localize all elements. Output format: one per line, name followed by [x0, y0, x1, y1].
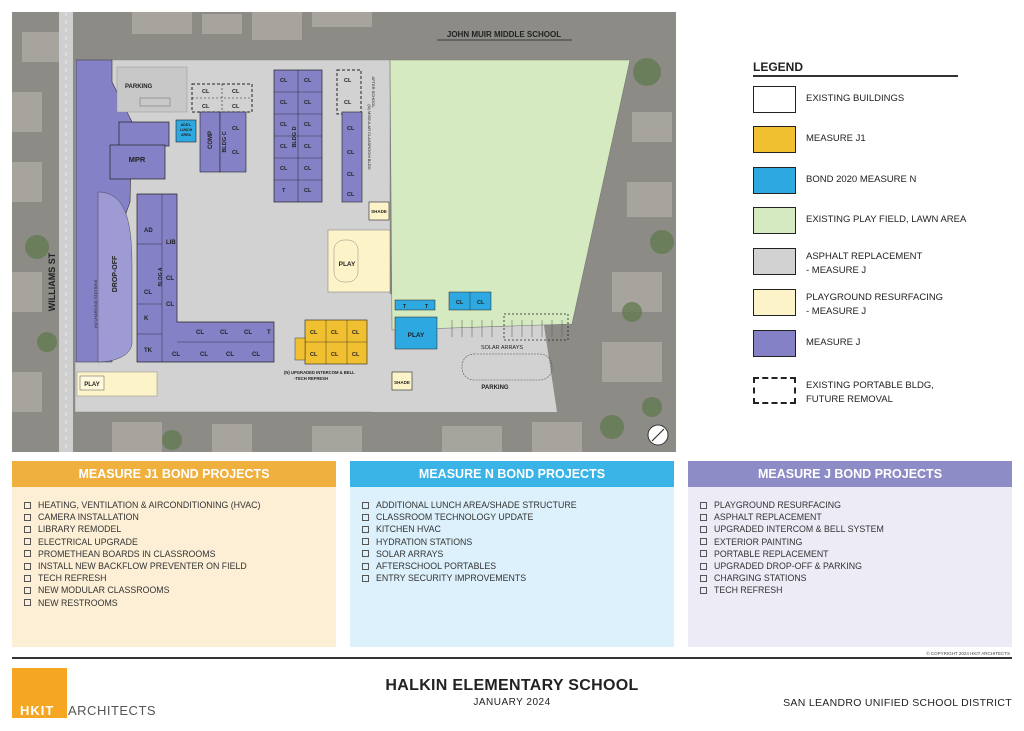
list-item: ELECTRICAL UPGRADE — [24, 536, 336, 548]
street-label: WILLIAMS ST — [47, 252, 57, 312]
svg-text:TK: TK — [144, 348, 152, 354]
svg-text:CL: CL — [456, 300, 464, 306]
checkbox-icon — [24, 575, 31, 582]
svg-text:CL: CL — [202, 89, 210, 95]
legend-swatch — [753, 330, 796, 357]
district-name: SAN LEANDRO UNIFIED SCHOOL DISTRICT — [783, 697, 1012, 709]
svg-text:CL: CL — [347, 192, 355, 198]
legend-label: ASPHALT REPLACEMENT - MEASURE J — [806, 251, 923, 276]
north-label: JOHN MUIR MIDDLE SCHOOL — [446, 30, 562, 39]
svg-text:CL: CL — [166, 302, 174, 308]
panel-body — [350, 487, 674, 647]
svg-text:LIB: LIB — [166, 240, 176, 246]
list-item: UPGRADED INTERCOM & BELL SYSTEM — [700, 523, 1012, 535]
svg-text:CL: CL — [310, 352, 318, 358]
school-date: JANUARY 2024 — [473, 697, 551, 708]
site-plan-map — [12, 12, 676, 452]
list-item: CLASSROOM TECHNOLOGY UPDATE — [362, 511, 674, 523]
svg-text:CL: CL — [304, 78, 312, 84]
svg-text:LUNCH: LUNCH — [179, 128, 193, 132]
svg-text:(N) MODULAR CLASSROOM BLDG: (N) MODULAR CLASSROOM BLDG — [367, 104, 372, 170]
svg-text:CL: CL — [144, 290, 152, 296]
logo-hkit: HKIT — [20, 703, 55, 718]
svg-text:CL: CL — [232, 89, 240, 95]
svg-text:CL: CL — [172, 352, 180, 358]
svg-text:CL: CL — [200, 352, 208, 358]
svg-text:CL: CL — [304, 144, 312, 150]
dropoff-label: DROP-OFF — [112, 255, 119, 293]
legend-label: EXISTING PORTABLE BLDG, FUTURE REMOVAL — [806, 380, 934, 405]
legend-item-existing-buildings — [753, 86, 993, 116]
list-item: ADDITIONAL LUNCH AREA/SHADE STRUCTURE — [362, 499, 674, 511]
svg-text:SHADE: SHADE — [371, 209, 387, 214]
legend-item-play-field — [753, 207, 993, 237]
list-item: PORTABLE REPLACEMENT — [700, 548, 1012, 560]
svg-text:CL: CL — [347, 172, 355, 178]
svg-text:PLAY: PLAY — [84, 382, 100, 388]
list-item: PLAYGROUND RESURFACING — [700, 499, 1012, 511]
legend-swatch — [753, 126, 796, 153]
svg-text:SOLAR ARRAYS: SOLAR ARRAYS — [480, 345, 524, 351]
list-item: ENTRY SECURITY IMPROVEMENTS — [362, 572, 674, 584]
legend-swatch — [753, 207, 796, 234]
svg-text:CL: CL — [352, 352, 360, 358]
svg-text:CL: CL — [304, 188, 312, 194]
list-item: TECH REFRESH — [700, 584, 1012, 596]
legend-swatch — [753, 167, 796, 194]
svg-text:PARKING: PARKING — [481, 385, 509, 391]
checkbox-icon — [24, 538, 31, 545]
svg-text:CL: CL — [196, 330, 204, 336]
legend-item-asphalt — [753, 248, 993, 278]
legend-label: MEASURE J1 — [806, 133, 866, 144]
project-list — [688, 487, 1012, 597]
legend-swatch — [753, 86, 796, 113]
svg-text:ADD'L: ADD'L — [180, 123, 192, 127]
svg-text:CL: CL — [280, 144, 288, 150]
svg-text:SHADE: SHADE — [394, 380, 410, 385]
svg-text:CL: CL — [280, 122, 288, 128]
checkbox-icon — [24, 599, 31, 606]
list-item: UPGRADED DROP-OFF & PARKING — [700, 560, 1012, 572]
panel-title: MEASURE J BOND PROJECTS — [688, 461, 1012, 487]
legend-item-portable — [753, 377, 993, 407]
checkbox-icon — [362, 563, 369, 570]
svg-text:CL: CL — [304, 100, 312, 106]
project-list — [350, 487, 674, 584]
svg-text:K: K — [144, 316, 149, 322]
svg-text:COMP: COMP — [208, 131, 214, 149]
svg-text:CL: CL — [352, 330, 360, 336]
bldg-d — [274, 70, 322, 202]
svg-text:CL: CL — [344, 78, 352, 84]
svg-text:CL: CL — [244, 330, 252, 336]
legend-swatch — [753, 289, 796, 316]
list-item: TECH REFRESH — [24, 572, 336, 584]
list-item: NEW MODULAR CLASSROOMS — [24, 584, 336, 596]
svg-text:CL: CL — [331, 330, 339, 336]
panel-title: MEASURE N BOND PROJECTS — [350, 461, 674, 487]
svg-text:CL: CL — [280, 78, 288, 84]
list-item: ASPHALT REPLACEMENT — [700, 511, 1012, 523]
measure-j1-panel — [12, 461, 336, 647]
mpr-label: MPR — [128, 155, 146, 164]
legend-title: LEGEND — [753, 60, 804, 74]
checkbox-icon — [362, 502, 369, 509]
checkbox-icon — [24, 563, 31, 570]
checkbox-icon — [700, 526, 707, 533]
list-item: KITCHEN HVAC — [362, 523, 674, 535]
checkbox-icon — [700, 563, 707, 570]
list-item: CAMERA INSTALLATION — [24, 511, 336, 523]
list-item: LIBRARY REMODEL — [24, 523, 336, 535]
svg-text:CL: CL — [232, 126, 240, 132]
panel-body — [688, 487, 1012, 647]
list-item: CHARGING STATIONS — [700, 572, 1012, 584]
checkbox-icon — [362, 550, 369, 557]
list-item: HEATING, VENTILATION & AIRCONDITIONING (HVAC) — [24, 499, 336, 511]
checkbox-icon — [700, 550, 707, 557]
checkbox-icon — [700, 514, 707, 521]
svg-text:CL: CL — [232, 150, 240, 156]
checkbox-icon — [24, 550, 31, 557]
svg-text:CL: CL — [331, 352, 339, 358]
svg-text:AFTER SCHOOL: AFTER SCHOOL — [371, 76, 376, 108]
svg-text:CL: CL — [226, 352, 234, 358]
checkbox-icon — [24, 502, 31, 509]
svg-text:BLDG C: BLDG C — [222, 131, 228, 153]
checkbox-icon — [362, 526, 369, 533]
legend-swatch — [753, 248, 796, 275]
svg-text:CL: CL — [232, 104, 240, 110]
svg-text:CL: CL — [252, 352, 260, 358]
svg-text:CL: CL — [347, 126, 355, 132]
svg-text:CL: CL — [344, 100, 352, 106]
legend-label: EXISTING PLAY FIELD, LAWN AREA — [806, 214, 967, 225]
svg-text:CL: CL — [310, 330, 318, 336]
svg-text:AD: AD — [144, 228, 153, 234]
panel-body — [12, 487, 336, 647]
legend-item-measure-j — [753, 330, 993, 360]
svg-text:CL: CL — [477, 300, 485, 306]
svg-text:T: T — [403, 304, 407, 310]
list-item: PROMETHEAN BOARDS IN CLASSROOMS — [24, 548, 336, 560]
svg-text:-TECH REFRESH: -TECH REFRESH — [294, 376, 328, 381]
intercom-label: (N) UPGRADED INTERCOM & BELL — [284, 370, 355, 375]
svg-text:PLAY: PLAY — [407, 332, 425, 339]
list-item: HYDRATION STATIONS — [362, 536, 674, 548]
panel-title: MEASURE J1 BOND PROJECTS — [12, 461, 336, 487]
checkbox-icon — [700, 587, 707, 594]
svg-text:CL: CL — [304, 166, 312, 172]
checkbox-icon — [362, 514, 369, 521]
checkbox-icon — [700, 538, 707, 545]
checkbox-icon — [24, 526, 31, 533]
svg-text:CL: CL — [220, 330, 228, 336]
legend-label: BOND 2020 MEASURE N — [806, 174, 917, 185]
list-item: NEW RESTROOMS — [24, 597, 336, 609]
checkbox-icon — [24, 587, 31, 594]
svg-text:AREA: AREA — [181, 133, 191, 137]
list-item: INSTALL NEW BACKFLOW PREVENTER ON FIELD — [24, 560, 336, 572]
checkbox-icon — [362, 538, 369, 545]
measure-n-panel — [350, 461, 674, 647]
list-item: EXTERIOR PAINTING — [700, 536, 1012, 548]
legend-rule — [753, 75, 958, 77]
legend-item-measure-j1 — [753, 126, 993, 156]
legend-item-playground — [753, 289, 993, 319]
checkbox-icon — [700, 502, 707, 509]
project-list — [12, 487, 336, 609]
legend-swatch — [753, 377, 796, 404]
legend-label: MEASURE J — [806, 337, 861, 348]
svg-text:CL: CL — [347, 150, 355, 156]
checkbox-icon — [700, 575, 707, 582]
legend-label: PLAYGROUND RESURFACING - MEASURE J — [806, 292, 944, 317]
svg-text:CL: CL — [280, 100, 288, 106]
logo-architects: ARCHITECTS — [68, 703, 157, 718]
school-title: HALKIN ELEMENTARY SCHOOL — [385, 677, 639, 694]
svg-text:CL: CL — [202, 104, 210, 110]
checkbox-icon — [24, 514, 31, 521]
parking-top-label: PARKING — [125, 84, 153, 90]
svg-text:CL: CL — [280, 166, 288, 172]
svg-text:PLAY: PLAY — [338, 261, 356, 268]
ev-label: (N) CHARGING STATIONS — [93, 279, 98, 329]
svg-text:BLDG D: BLDG D — [292, 126, 298, 148]
footer-rule — [12, 657, 1012, 659]
svg-text:T: T — [267, 330, 271, 336]
copyright: © COPYRIGHT 2024 HKIT ARCHITECTS — [926, 651, 1010, 656]
legend-label: EXISTING BUILDINGS — [806, 93, 905, 104]
legend-item-measure-n — [753, 167, 993, 197]
checkbox-icon — [362, 575, 369, 582]
list-item: SOLAR ARRAYS — [362, 548, 674, 560]
measure-j-panel — [688, 461, 1012, 647]
svg-text:T: T — [282, 188, 286, 194]
list-item: AFTERSCHOOL PORTABLES — [362, 560, 674, 572]
svg-text:T: T — [425, 304, 429, 310]
svg-text:CL: CL — [304, 122, 312, 128]
svg-text:CL: CL — [166, 276, 174, 282]
svg-text:BLDG A: BLDG A — [158, 267, 164, 287]
